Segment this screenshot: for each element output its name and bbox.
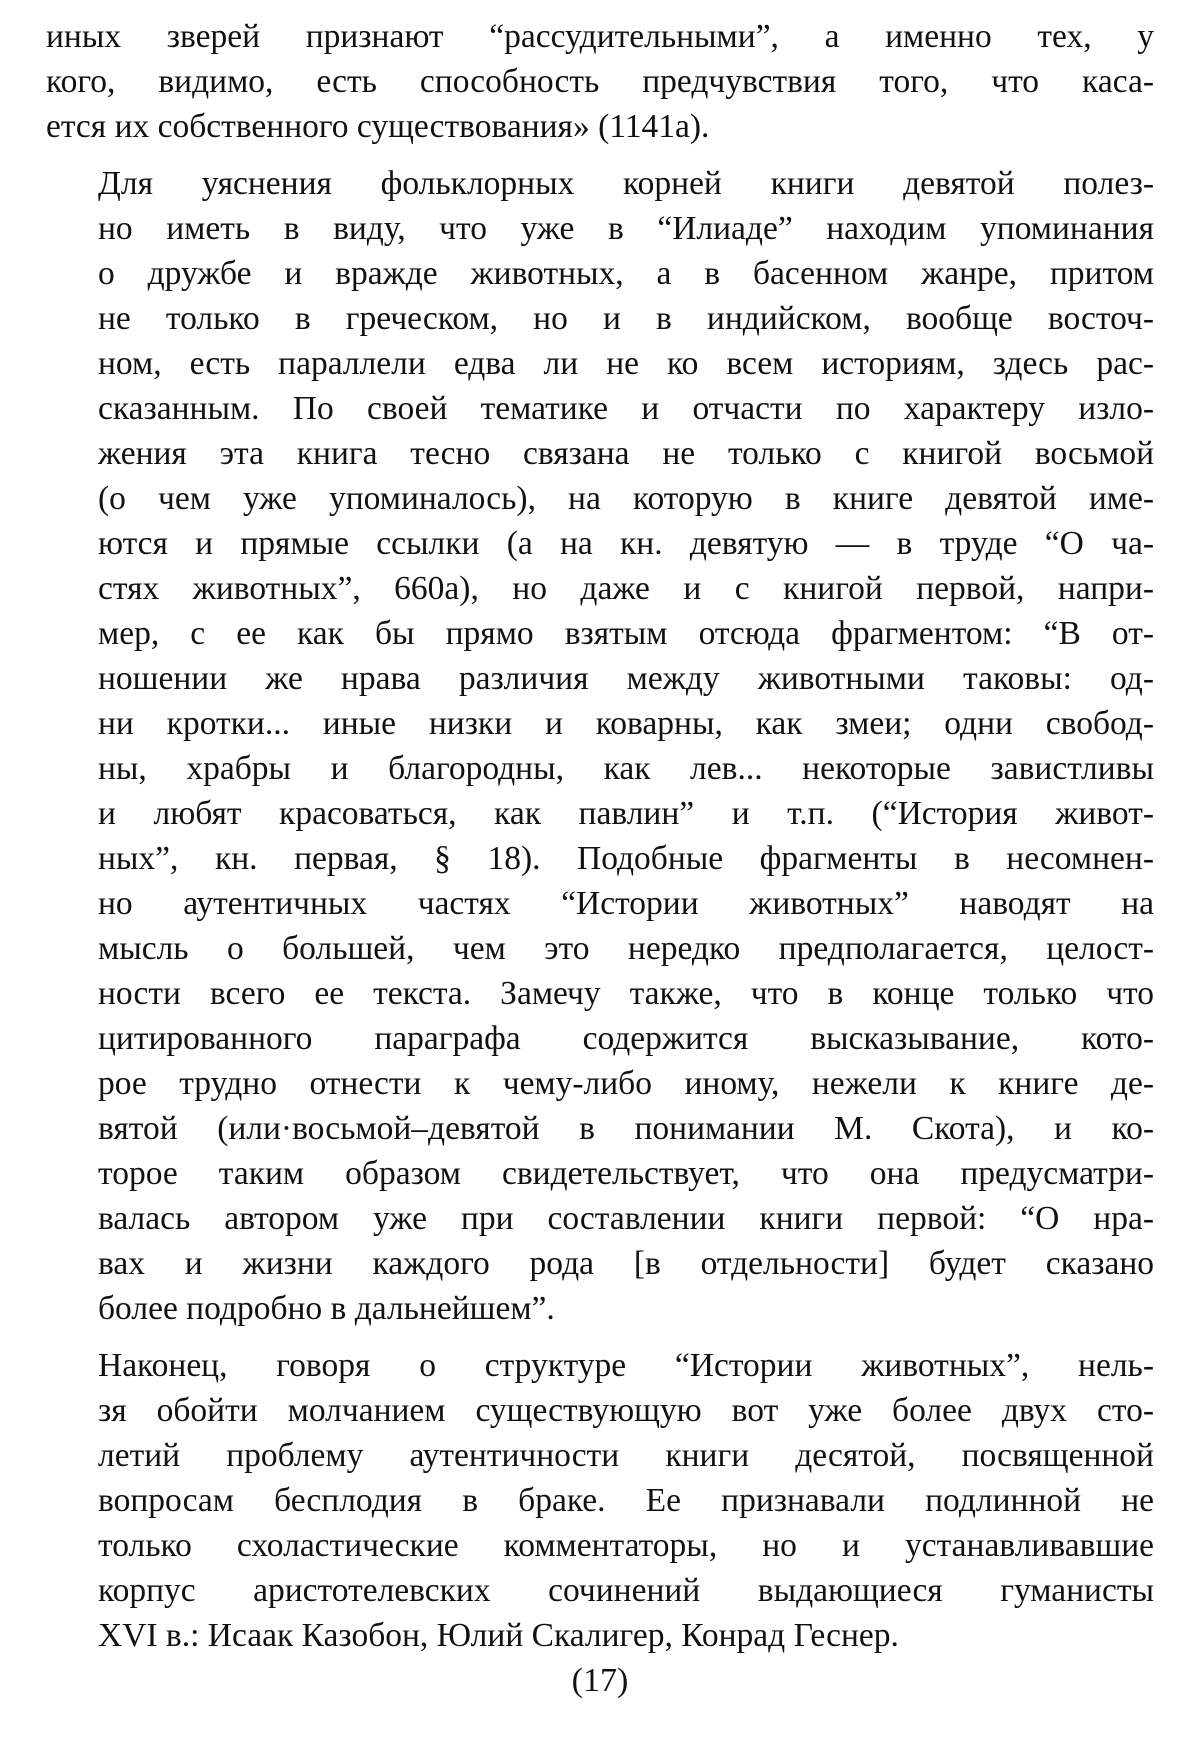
text-line: вопросам бесплодия в браке. Ее признавали подлинной не [98,1482,1154,1519]
text-line: ных”, кн. первая, § 18). Подобные фрагменты в несомнен- [98,840,1154,877]
text-line: но аутентичных частях “Истории животных” наводят на [98,885,1154,922]
text-line: вятой (или·восьмой–девятой в понимании М. Скота), и ко- [98,1110,1154,1147]
text-line: торое таким образом свидетельствует, что она предусматри- [98,1155,1154,1192]
text-line: вах и жизни каждого рода [в отдельности] будет сказано [98,1245,1154,1282]
text-line: о дружбе и вражде животных, а в басенном жанре, притом [98,255,1154,292]
paragraph [46,1343,1154,1658]
text-line: стях животных”, 660а), но даже и с книгой первой, напри- [98,570,1154,607]
text-line: жения эта книга тесно связана не только с книгой восьмой [98,435,1154,472]
text-line: летий проблему аутентичности книги десятой, посвященной [98,1437,1154,1474]
text-line: и любят красоваться, как павлин” и т.п. (“История живот- [98,795,1154,832]
text-line: ны, храбры и благородны, как лев... некоторые завистливы [98,750,1154,787]
text-line: мысль о большей, чем это нередко предполагается, целост- [98,930,1154,967]
text-line: сказанным. По своей тематике и отчасти по характеру изло- [98,390,1154,427]
text-line: более подробно в дальнейшем”. [98,1290,555,1327]
text-line: зя обойти молчанием существующую вот уже более двух сто- [98,1392,1154,1429]
page-number: (17) [571,1662,629,1699]
text-line: валась автором уже при составлении книги первой: “О нра- [98,1200,1154,1237]
text-line: ется их собственного существования» (1141а). [46,108,710,145]
text-line: Наконец, говоря о структуре “Истории животных”, нель- [98,1347,1154,1384]
text-line: ном, есть параллели едва ли не ко всем историям, здесь рас- [98,345,1154,382]
text-line: рое трудно отнести к чему-либо иному, нежели к книге де- [98,1065,1154,1102]
paragraph [46,14,1154,149]
page-body [46,14,1154,1670]
text-line: ются и прямые ссылки (а на кн. девятую — в труде “О ча- [98,525,1154,562]
text-line: только схоластические комментаторы, но и устанавливавшие [98,1527,1154,1564]
text-line: но иметь в виду, что уже в “Илиаде” находим упоминания [98,210,1154,247]
paragraph [46,161,1154,1331]
text-line: кого, видимо, есть способность предчувствия того, что каса- [46,63,1154,100]
text-line: мер, с ее как бы прямо взятым отсюда фрагментом: “В от- [98,615,1154,652]
text-line: ности всего ее текста. Замечу также, что в конце только что [98,975,1154,1012]
text-line: корпус аристотелевских сочинений выдающиеся гуманисты [98,1572,1154,1609]
text-line: иных зверей признают “рассудительными”, а именно тех, у [46,18,1154,55]
text-line: ношении же нрава различия между животными таковы: од- [98,660,1154,697]
text-line: (о чем уже упоминалось), на которую в книге девятой име- [98,480,1154,517]
text-line: XVI в.: Исаак Казобон, Юлий Скалигер, Конрад Геснер. [98,1617,899,1654]
text-line: Для уяснения фольклорных корней книги девятой полез- [98,165,1154,202]
text-line: цитированного параграфа содержится высказывание, кото- [98,1020,1154,1057]
text-line: не только в греческом, но и в индийском, вообще восточ- [98,300,1154,337]
text-line: ни кротки... иные низки и коварны, как змеи; одни свобод- [98,705,1154,742]
